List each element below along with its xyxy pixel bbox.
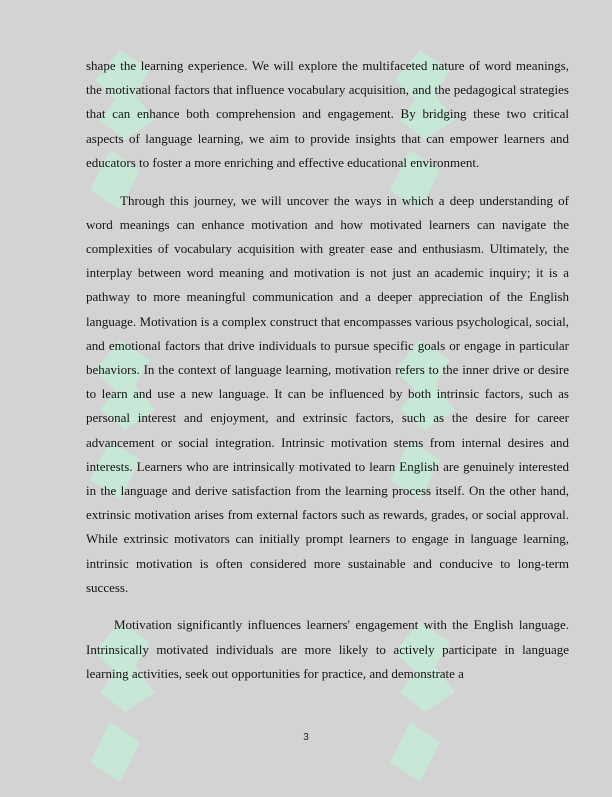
paragraph-3: Motivation significantly influences learners' engagement with the English language. Intrinsically motivated individuals are more likely to actively participate in language learning activities, seek out opportunities for practice, and demonstrate a	[86, 617, 569, 681]
body-text	[86, 54, 569, 686]
page-number: 3	[303, 732, 309, 743]
paragraph-1: shape the learning experience. We will explore the multifaceted nature of word meanings, the motivational factors that influence vocabulary acquisition, and the pedagogical strategies that can enhance both comprehension and engagement. By bridging these two critical aspects of language learning, we aim to provide insights that can empower learners and educators to foster a more enriching and effective educational environment.	[86, 58, 569, 170]
paragraph-2: Through this journey, we will uncover the ways in which a deep understanding of word meanings can enhance motivation and how motivated learners can navigate the complexities of vocabulary acquisition with greater ease and enthusiasm. Ultimately, the interplay between word meaning and motivation is not just an academic inquiry; it is a pathway to more meaningful communication and a deeper appreciation of the English language. Motivation is a complex construct that encompasses various psychological, social, and emotional factors that drive individuals to pursue specific goals or engage in particular behaviors. In the context of language learning, motivation refers to the inner drive or desire to learn and use a new language. It can be influenced by both intrinsic factors, such as personal interest and enjoyment, and extrinsic factors, such as the desire for career advancement or social integration. Intrinsic motivation stems from internal desires and interests. Learners who are intrinsically motivated to learn English are genuinely interested in the language and derive satisfaction from the learning process itself. On the other hand, extrinsic motivation arises from external factors such as rewards, grades, or social approval. While extrinsic motivators can initially prompt learners to engage in language learning, intrinsic motivation is often considered more sustainable and conducive to long-term success.	[86, 192, 569, 595]
